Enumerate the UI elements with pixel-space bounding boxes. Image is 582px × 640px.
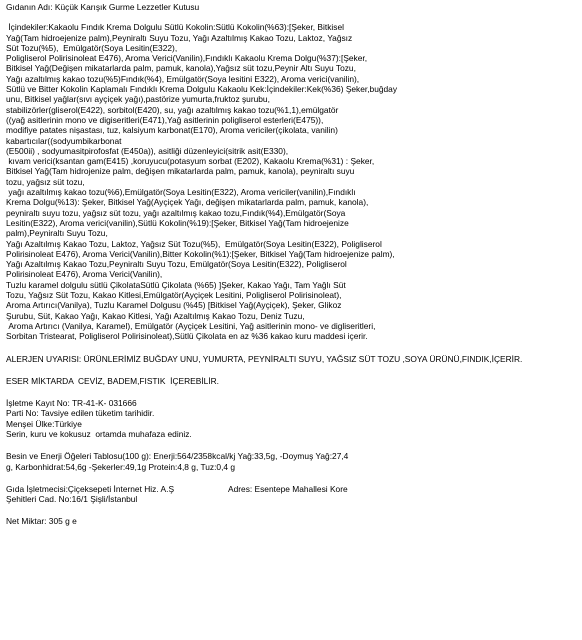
product-name: Gıdanın Adı: Küçük Karışık Gurme Lezzetler Kutusu xyxy=(6,2,200,12)
company-row xyxy=(6,484,576,494)
nutrition-facts: Besin ve Enerji Öğeleri Tablosu(100 g): Enerji:564/2358kcal/kj Yağ:33,5g, -Doymuş Yağ:27,4 xyxy=(6,451,349,462)
ingredients-line: Bitkisel Yağ(Tam hidrojenize palm, değişen mikatarlarda palm, pamuk, kanola), peyniraltı suyu xyxy=(6,166,355,177)
ingredients-line: (E500ii) , sodyumasitpirofosfat (E450a)), asitliği düzenleyici(sitrik asit(E330), xyxy=(6,145,289,156)
ingredients-line: Poligliserol Polirisinoleat E476), Aroma Verici(Vanilin),Fındıklı Kakaolu Krema Dolgu(%37):[Şeker, xyxy=(6,53,368,64)
ingredients-line: Polirisinoleat E476), Aroma Verici(Vanilin),Bitter Kokolin(%1):[Şeker, Bitkisel Yağ(Tam hidroejenize palm), xyxy=(6,248,395,259)
ingredients-line: Krema Dolgu(%13): Şeker, Bitkisel Yağ(Ayçiçek Yağı, değişen mikatarlarda palm, pamuk, kanola), xyxy=(6,197,369,208)
lot-info: Parti No: Tavsiye edilen tüketim tarihidir. xyxy=(6,408,155,419)
ingredients-line: Tozu, Yağsız Süt Tozu, Kakao Kitlesi,Emülgatör(Ayçiçek Lesitini, Poligliserol Polirisinoleat), xyxy=(6,290,342,301)
net-weight: Net Miktar: 305 g e xyxy=(6,516,77,527)
ingredients-line: Bitkisel Yağ(Değişen mikatarlarda palm, pamuk, kanola),Yağsız süt tozu,Peynir Altı Suyu Tozu, xyxy=(6,63,356,74)
ingredients-line: stabilizörler(gliserol(E422), sorbitol(E420), su, yağı azaltılmış kakao tozu(%1,1),emülgatör xyxy=(6,104,339,115)
ingredients-line: Şurubu, Süt, Kakao Yağı, Kakao Kitlesi, Yağı Azaltılmış Kakao Tozu, Deniz Tuzu, xyxy=(6,310,305,321)
company-name: Gıda İşletmecisi:Çiçeksepeti İnternet Hiz. A.Ş xyxy=(6,483,175,494)
ingredients-line: Yağı Azaltılmış Kakao Tozu,Peyniraltı Suyu Tozu, Emülgatör(Soya Lesitin(E322), Poligliserol xyxy=(6,259,347,270)
ingredients-line: modifiye patates nişastası, tuz, kalsiyum karbonat(E170), Aroma vericiler(çikolata, vanilin) xyxy=(6,125,338,136)
ingredients-line: Aroma Artırıcı(Vanilya), Tuzlu Karamel Dolgusu (%45) [Bitkisel Yağ(Ayçiçek), Şeker, Glikoz xyxy=(6,300,342,311)
company-address-line2: Şehitleri Cad. No:16/1 Şişli/İstanbul xyxy=(6,494,138,505)
ingredients-line: Polirisinoleat E476), Aroma Verici(Vanilin), xyxy=(6,269,163,280)
ingredients-line: yağı azaltılmış kakao tozu(%6),Emülgatör(Soya Lesitin(E322), Aroma vericiler(vanilin),Fındıklı xyxy=(6,187,356,198)
ingredients-line: İçindekiler:Kakaolu Fındık Krema Dolgulu Sütlü Kokolin:Sütlü Kokolin(%63):[Şeker, Bitkisel xyxy=(6,22,344,33)
origin-country: Menşei Ülke:Türkiye xyxy=(6,418,82,429)
ingredients-line: kabartıcılar((sodyumbikarbonat xyxy=(6,135,122,146)
allergen-warning: ALERJEN UYARISI: ÜRÜNLERİMİZ BUĞDAY UNU, YUMURTA, PEYNİRALTI SUYU, YAĞSIZ SÜT TOZU ,SOYA ÜRÜNÜ,FINDIK,İÇERİR. xyxy=(6,353,523,364)
ingredients-line: peyniraltı suyu tozu, yağsız süt tozu, yağı azaltılmış kakao tozu,Fındık(%4),Emülgatör(Soya xyxy=(6,207,346,218)
ingredients-line: Yağ(Tam hidroejenize palm),Peyniraltı Suyu Tozu, Yağı Azaltılmış Kakao Tozu, Laktoz, Yağsız xyxy=(6,32,353,43)
ingredients-line: tozu, yağsız süt tozu, xyxy=(6,176,85,187)
ingredients-line: Sütlü ve Bitter Kokolin Kaplamalı Fındıklı Krema Dolgulu Kakaolu Kek:İçindekiler:Kek(%36) Şeker,buğday xyxy=(6,84,398,95)
ingredients-line: kıvam verici(ksantan gam(E415) ,koruyucu(potasyum sorbat (E202), Kakaolu Krema(%31) : Şeker, xyxy=(6,156,375,167)
ingredients-line: unu, Bitkisel yağlar(sıvı ayçiçek yağı),pastörize yumurta,fruktoz şurubu, xyxy=(6,94,270,105)
ingredients-line: Yağı Azaltılmış Kakao Tozu, Laktoz, Yağsız Süt Tozu(%5), Emülgatör(Soya Lesitin(E322), Poligliserol xyxy=(6,238,382,249)
ingredients-line: Aroma Artırıcı (Vanilya, Karamel), Emülgatör (Ayçiçek Lesitini, Yağ asitlerinin mono- ve digliseritleri, xyxy=(6,320,376,331)
trace-warning: ESER MİKTARDA CEVİZ, BADEM,FISTIK İÇEREBİLİR. xyxy=(6,375,219,386)
nutrition-facts: g, Karbonhidrat:54,6g -Şekerler:49,1g Protein:4,8 g, Tuz:0,4 g xyxy=(6,461,236,472)
registration-number: İşletme Kayıt No: TR-41-K- 031666 xyxy=(6,398,137,409)
ingredients-line: Yağı azaltılmış kakao tozu(%5)Fındık(%4), Emülgatör(Soya lesitini E322), Aroma verici(vanilin), xyxy=(6,73,360,84)
ingredients-line: Süt Tozu(%5), Emülgatör(Soya Lesitin(E322), xyxy=(6,42,178,53)
ingredients-line: Sorbitan Tristearat, Poligliserol Polirisinoleat),Sütlü Çikolata en az %36 kakao kuru maddesi içerir. xyxy=(6,331,368,342)
storage-instructions: Serin, kuru ve kokusuz ortamda muhafaza ediniz. xyxy=(6,428,192,439)
ingredients-line: Lesitin(E322), Aroma verici(vanilin),Sütlü Kokolin(%19):[Şeker, Bitkisel Yağ(Tam hidroejenize xyxy=(6,217,349,228)
company-address: Adres: Esentepe Mahallesi Kore xyxy=(228,483,348,494)
ingredients-line: Tuzlu karamel dolgulu sütlü ÇikolataSütlü Çikolata (%65) ]Şeker, Kakao Yağı, Tam Yağlı Süt xyxy=(6,279,346,290)
ingredients-line: ((yağ asitlerinin mono ve digiseritleri(E471),Yağ asitlerinin poligliserol esterleri(E475)), xyxy=(6,114,324,125)
ingredients-line: palm),Peyniraltı Suyu Tozu, xyxy=(6,228,108,239)
ingredients-block xyxy=(6,22,576,341)
